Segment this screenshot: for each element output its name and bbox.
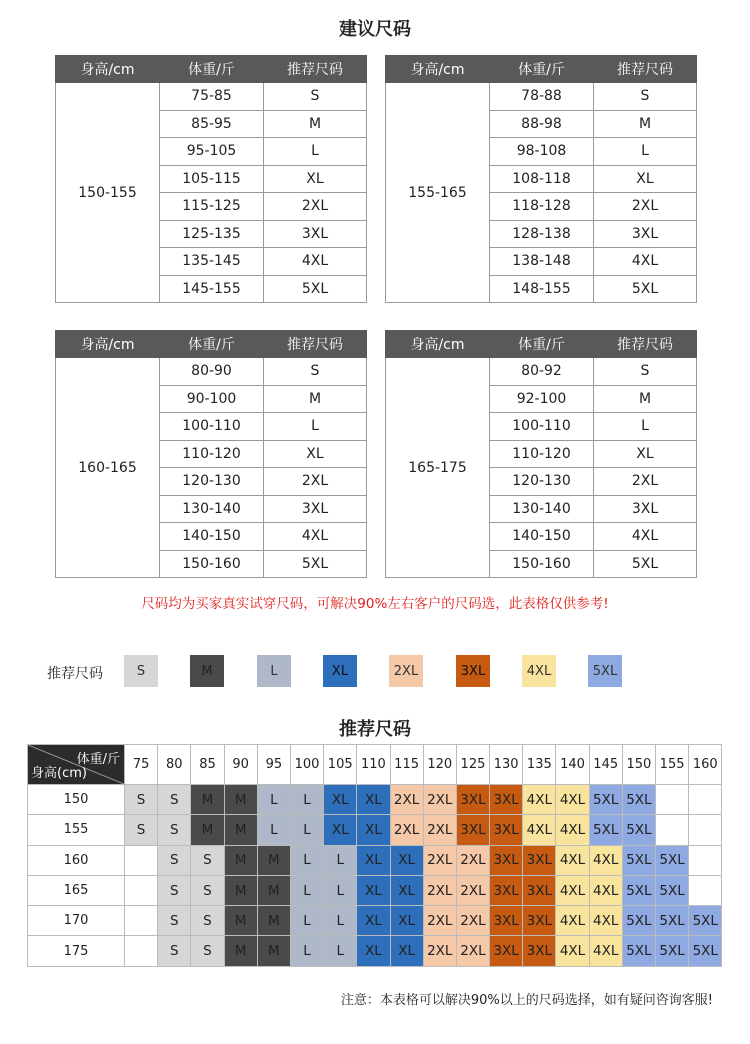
weight-range-cell: 120-130 (160, 468, 264, 496)
size-grid-cell: 2XL (423, 785, 456, 815)
size-grid-cell: S (125, 785, 158, 815)
weight-header: 100 (290, 745, 323, 785)
size-cell: XL (264, 165, 367, 193)
size-grid-cell: M (191, 785, 224, 815)
size-grid-cell: L (257, 815, 290, 845)
weight-range-cell: 125-135 (160, 220, 264, 248)
column-header: 身高/cm (386, 331, 490, 358)
size-grid-cell: XL (357, 906, 390, 936)
weight-range-cell: 145-155 (160, 275, 264, 303)
size-grid-cell: S (158, 785, 191, 815)
size-grid-cell: XL (390, 936, 423, 966)
column-header: 体重/斤 (160, 56, 264, 83)
weight-header: 75 (125, 745, 158, 785)
legend-label: 推荐尺码 (47, 666, 103, 682)
size-grid-cell: M (224, 785, 257, 815)
size-grid-cell: XL (357, 875, 390, 905)
size-grid-cell: S (191, 906, 224, 936)
weight-range-cell: 100-110 (490, 413, 594, 441)
weight-range-cell: 105-115 (160, 165, 264, 193)
empty-grid-cell (689, 785, 722, 815)
weight-range-cell: 80-92 (490, 358, 594, 386)
size-grid-cell: XL (324, 785, 357, 815)
column-header: 推荐尺码 (264, 56, 367, 83)
size-grid-cell: S (158, 875, 191, 905)
size-grid-cell: XL (390, 845, 423, 875)
size-grid-cell: 5XL (689, 906, 722, 936)
legend-swatch-s: S (124, 655, 158, 687)
size-cell: 4XL (264, 523, 367, 551)
size-cell: S (594, 83, 697, 111)
size-table (55, 55, 367, 303)
size-grid-cell: 4XL (556, 785, 589, 815)
empty-grid-cell (689, 815, 722, 845)
size-grid-cell: 4XL (556, 845, 589, 875)
size-cell: 5XL (594, 550, 697, 578)
size-grid-cell: M (257, 875, 290, 905)
size-cell: 2XL (594, 468, 697, 496)
size-cell: XL (594, 165, 697, 193)
size-grid-cell: 5XL (589, 785, 622, 815)
size-grid-cell: L (257, 785, 290, 815)
column-header: 身高/cm (56, 56, 160, 83)
size-cell: M (264, 385, 367, 413)
weight-range-cell: 150-160 (160, 550, 264, 578)
size-cell: 5XL (264, 275, 367, 303)
grid-row (28, 936, 722, 966)
size-grid-cell: M (191, 815, 224, 845)
weight-header: 120 (423, 745, 456, 785)
height-range-cell: 155-165 (386, 83, 490, 303)
column-header: 推荐尺码 (594, 56, 697, 83)
size-grid-cell: 4XL (523, 815, 556, 845)
size-grid-cell: L (290, 906, 323, 936)
page-title: 建议尺码 (339, 19, 411, 40)
size-grid-cell: 5XL (656, 845, 689, 875)
weight-header: 115 (390, 745, 423, 785)
size-grid-cell: 5XL (622, 936, 655, 966)
size-grid-cell: M (257, 845, 290, 875)
size-grid-cell: 5XL (622, 815, 655, 845)
size-grid-cell: 2XL (456, 906, 489, 936)
size-cell: 3XL (594, 495, 697, 523)
table-row (386, 83, 697, 111)
size-grid-cell: M (224, 845, 257, 875)
size-grid-cell: 4XL (589, 875, 622, 905)
size-grid-cell: 5XL (622, 906, 655, 936)
empty-grid-cell (125, 936, 158, 966)
size-grid-cell: 4XL (589, 906, 622, 936)
size-cell: L (264, 413, 367, 441)
size-cell: 4XL (594, 523, 697, 551)
legend-swatch-m: M (190, 655, 224, 687)
size-grid-cell: 2XL (456, 936, 489, 966)
weight-range-cell: 95-105 (160, 138, 264, 166)
legend-swatch-5xl: 5XL (588, 655, 622, 687)
size-table (385, 330, 697, 578)
weight-range-cell: 75-85 (160, 83, 264, 111)
size-cell: XL (594, 440, 697, 468)
size-grid-cell: XL (357, 785, 390, 815)
weight-header: 160 (689, 745, 722, 785)
grid-row (28, 815, 722, 845)
size-cell: 5XL (594, 275, 697, 303)
size-grid-cell: 5XL (622, 875, 655, 905)
weight-header: 155 (656, 745, 689, 785)
height-header: 160 (28, 845, 125, 875)
weight-header: 130 (490, 745, 523, 785)
size-cell: 3XL (264, 495, 367, 523)
size-grid-cell: 3XL (490, 936, 523, 966)
size-grid-cell: 5XL (689, 936, 722, 966)
weight-header: 140 (556, 745, 589, 785)
size-grid-cell: 5XL (622, 845, 655, 875)
grid-row (28, 906, 722, 936)
weight-range-cell: 110-120 (490, 440, 594, 468)
size-grid-cell: 3XL (490, 815, 523, 845)
bottom-note: 注意：本表格可以解决90%以上的尺码选择，如有疑问咨询客服! (340, 993, 713, 1008)
weight-range-cell: 98-108 (490, 138, 594, 166)
size-grid-cell: L (290, 936, 323, 966)
size-grid-cell: 3XL (456, 815, 489, 845)
height-axis-label: 身高(cm) (31, 766, 87, 781)
size-grid-cell: S (158, 906, 191, 936)
weight-header: 150 (622, 745, 655, 785)
size-grid-cell: S (158, 936, 191, 966)
height-header: 175 (28, 936, 125, 966)
size-cell: L (594, 413, 697, 441)
size-grid-cell: L (324, 906, 357, 936)
table-row (386, 358, 697, 386)
empty-grid-cell (689, 875, 722, 905)
size-grid-cell: 2XL (423, 875, 456, 905)
legend-swatch-4xl: 4XL (522, 655, 556, 687)
size-grid-cell: S (191, 936, 224, 966)
weight-header: 85 (191, 745, 224, 785)
size-grid-cell: 2XL (423, 845, 456, 875)
table-row (56, 358, 367, 386)
size-grid-cell: 5XL (622, 785, 655, 815)
weight-range-cell: 120-130 (490, 468, 594, 496)
weight-range-cell: 130-140 (160, 495, 264, 523)
size-grid-cell: S (158, 815, 191, 845)
size-grid-cell: XL (357, 845, 390, 875)
weight-range-cell: 92-100 (490, 385, 594, 413)
weight-header: 80 (158, 745, 191, 785)
size-cell: M (594, 385, 697, 413)
column-header: 身高/cm (56, 331, 160, 358)
grid-row (28, 845, 722, 875)
empty-grid-cell (689, 845, 722, 875)
size-grid-cell: M (257, 936, 290, 966)
size-grid-cell: 5XL (589, 815, 622, 845)
weight-range-cell: 90-100 (160, 385, 264, 413)
height-header: 165 (28, 875, 125, 905)
height-header: 155 (28, 815, 125, 845)
size-cell: L (594, 138, 697, 166)
size-grid-cell: 5XL (656, 906, 689, 936)
size-cell: 5XL (264, 550, 367, 578)
size-cell: 2XL (594, 193, 697, 221)
size-grid-cell: 3XL (523, 845, 556, 875)
size-grid-cell: L (290, 875, 323, 905)
size-cell: 2XL (264, 193, 367, 221)
weight-range-cell: 140-150 (490, 523, 594, 551)
size-cell: 3XL (594, 220, 697, 248)
size-grid-cell: XL (324, 815, 357, 845)
size-cell: 4XL (264, 248, 367, 276)
size-grid-cell: 5XL (656, 936, 689, 966)
size-grid-cell: 4XL (556, 936, 589, 966)
empty-grid-cell (125, 845, 158, 875)
size-cell: M (264, 110, 367, 138)
size-grid-cell: S (125, 815, 158, 845)
size-grid-cell: S (191, 845, 224, 875)
size-grid-cell: M (224, 936, 257, 966)
weight-header: 90 (224, 745, 257, 785)
size-grid-cell: 3XL (523, 906, 556, 936)
legend-swatch-l: L (257, 655, 291, 687)
weight-range-cell: 135-145 (160, 248, 264, 276)
size-grid-cell: 4XL (556, 906, 589, 936)
weight-range-cell: 138-148 (490, 248, 594, 276)
column-header: 推荐尺码 (264, 331, 367, 358)
grid-title: 推荐尺码 (339, 719, 411, 740)
weight-range-cell: 140-150 (160, 523, 264, 551)
column-header: 体重/斤 (490, 56, 594, 83)
weight-range-cell: 115-125 (160, 193, 264, 221)
height-header: 170 (28, 906, 125, 936)
size-grid-cell: L (290, 785, 323, 815)
size-grid-cell: XL (390, 875, 423, 905)
size-grid-cell: 2XL (423, 815, 456, 845)
size-grid-cell: 4XL (523, 785, 556, 815)
height-range-cell: 160-165 (56, 358, 160, 578)
size-grid-cell: 5XL (656, 875, 689, 905)
size-cell: 4XL (594, 248, 697, 276)
size-grid-cell: L (324, 936, 357, 966)
weight-range-cell: 88-98 (490, 110, 594, 138)
size-grid-cell: 2XL (456, 845, 489, 875)
size-grid-cell: 3XL (490, 845, 523, 875)
grid-corner-header (28, 745, 125, 785)
column-header: 身高/cm (386, 56, 490, 83)
legend-swatch-3xl: 3XL (456, 655, 490, 687)
weight-header: 125 (456, 745, 489, 785)
size-grid-cell: 2XL (456, 875, 489, 905)
size-grid-cell: 4XL (589, 845, 622, 875)
height-range-cell: 165-175 (386, 358, 490, 578)
size-grid-cell: M (257, 906, 290, 936)
size-cell: 3XL (264, 220, 367, 248)
size-grid-cell: S (191, 875, 224, 905)
height-range-cell: 150-155 (56, 83, 160, 303)
size-grid-cell: M (224, 875, 257, 905)
size-grid-cell: 3XL (456, 785, 489, 815)
size-grid-cell: 4XL (556, 875, 589, 905)
size-grid (27, 744, 722, 967)
weight-range-cell: 118-128 (490, 193, 594, 221)
weight-range-cell: 100-110 (160, 413, 264, 441)
size-grid-cell: 2XL (423, 906, 456, 936)
size-grid-cell: 2XL (423, 936, 456, 966)
size-cell: M (594, 110, 697, 138)
weight-header: 95 (257, 745, 290, 785)
size-grid-cell: 3XL (523, 936, 556, 966)
weight-range-cell: 85-95 (160, 110, 264, 138)
weight-range-cell: 78-88 (490, 83, 594, 111)
empty-grid-cell (656, 785, 689, 815)
size-grid-cell: 3XL (490, 875, 523, 905)
weight-range-cell: 148-155 (490, 275, 594, 303)
column-header: 推荐尺码 (594, 331, 697, 358)
size-grid-cell: L (290, 845, 323, 875)
weight-range-cell: 150-160 (490, 550, 594, 578)
weight-range-cell: 130-140 (490, 495, 594, 523)
column-header: 体重/斤 (160, 331, 264, 358)
size-grid-cell: 2XL (390, 815, 423, 845)
size-grid-cell: M (224, 815, 257, 845)
size-cell: S (264, 358, 367, 386)
table-row (56, 83, 367, 111)
size-grid-cell: XL (390, 906, 423, 936)
size-grid-cell: XL (357, 815, 390, 845)
size-cell: 2XL (264, 468, 367, 496)
size-grid-cell: M (224, 906, 257, 936)
legend-swatch-xl: XL (323, 655, 357, 687)
size-cell: L (264, 138, 367, 166)
size-table (55, 330, 367, 578)
column-header: 体重/斤 (490, 331, 594, 358)
size-grid-cell: S (158, 845, 191, 875)
height-header: 150 (28, 785, 125, 815)
size-grid-cell: 2XL (390, 785, 423, 815)
weight-range-cell: 108-118 (490, 165, 594, 193)
size-grid-cell: L (324, 845, 357, 875)
size-cell: XL (264, 440, 367, 468)
weight-range-cell: 128-138 (490, 220, 594, 248)
legend-swatch-2xl: 2XL (389, 655, 423, 687)
empty-grid-cell (125, 906, 158, 936)
weight-header: 105 (324, 745, 357, 785)
size-table (385, 55, 697, 303)
empty-grid-cell (656, 815, 689, 845)
size-grid-cell: 3XL (490, 785, 523, 815)
weight-range-cell: 110-120 (160, 440, 264, 468)
reference-note: 尺码均为买家真实试穿尺码，可解决90%左右客户的尺码选，此表格仅供参考! (141, 596, 609, 612)
grid-row (28, 875, 722, 905)
size-grid-cell: L (324, 875, 357, 905)
weight-header: 110 (357, 745, 390, 785)
size-grid-cell: 3XL (523, 875, 556, 905)
empty-grid-cell (125, 875, 158, 905)
weight-range-cell: 80-90 (160, 358, 264, 386)
weight-header: 135 (523, 745, 556, 785)
size-cell: S (264, 83, 367, 111)
weight-axis-label: 体重/斤 (76, 752, 120, 767)
grid-row (28, 785, 722, 815)
size-grid-cell: 3XL (490, 906, 523, 936)
size-grid-cell: 4XL (589, 936, 622, 966)
size-grid-cell: L (290, 815, 323, 845)
size-grid-cell: 4XL (556, 815, 589, 845)
weight-header: 145 (589, 745, 622, 785)
size-grid-cell: XL (357, 936, 390, 966)
size-cell: S (594, 358, 697, 386)
